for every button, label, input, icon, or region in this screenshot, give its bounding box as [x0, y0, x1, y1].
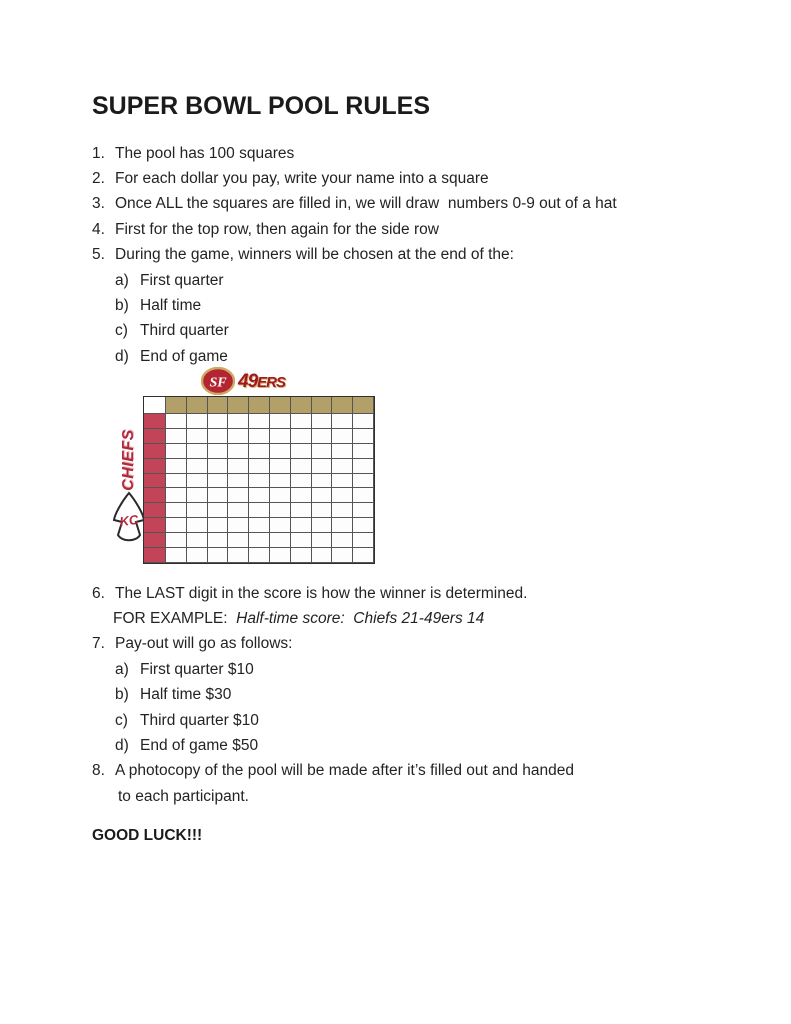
grid-square: [270, 444, 291, 459]
grid-side-header-cell: [144, 444, 166, 459]
grid-corner-cell: [144, 397, 166, 414]
example-score: Half-time score: Chiefs 21-49ers 14: [236, 610, 485, 628]
grid-square: [270, 503, 291, 518]
grid-square: [228, 414, 249, 429]
grid-square: [228, 444, 249, 459]
niners-wordmark-49: 49: [238, 371, 258, 392]
rules-list-bottom: [92, 581, 574, 810]
grid-square: [353, 503, 374, 518]
grid-square: [228, 429, 249, 444]
grid-square: [228, 488, 249, 503]
grid-square: [270, 548, 291, 563]
good-luck-note: GOOD LUCK!!!: [92, 827, 203, 844]
grid-square: [249, 444, 270, 459]
grid-top-header-cell: [291, 397, 312, 414]
grid-square: [291, 459, 312, 474]
rule-subitem-c: [92, 319, 617, 344]
rule-item-2: [92, 166, 617, 191]
grid-square: [187, 503, 208, 518]
grid-square: [228, 518, 249, 533]
grid-square: [312, 459, 333, 474]
grid-square: [312, 414, 333, 429]
payout-subitem-d: [92, 733, 574, 758]
grid-square: [228, 474, 249, 489]
rule-text: First quarter $10: [140, 660, 254, 678]
squares-pool-figure: [105, 366, 383, 568]
grid-square: [270, 488, 291, 503]
rule-item-8-continued: [92, 784, 574, 809]
grid-square: [249, 533, 270, 548]
list-marker: 2.: [92, 170, 105, 188]
grid-square: [332, 533, 353, 548]
list-marker: b): [115, 297, 129, 315]
grid-top-header-cell: [208, 397, 229, 414]
grid-square: [332, 503, 353, 518]
grid-square: [270, 459, 291, 474]
chiefs-wordmark: CHIEFS: [120, 429, 137, 491]
grid-side-header-cell: [144, 459, 166, 474]
grid-square: [249, 414, 270, 429]
grid-square: [166, 548, 187, 563]
niners-wordmark-ers: ERS: [257, 373, 285, 391]
rule-item-5: [92, 243, 617, 268]
rules-list-top: [92, 141, 617, 370]
rule-subitem-a: [92, 268, 617, 293]
grid-square: [353, 429, 374, 444]
grid-square: [249, 488, 270, 503]
grid-square: [187, 474, 208, 489]
grid-square: [312, 474, 333, 489]
grid-square: [166, 488, 187, 503]
grid-square: [332, 429, 353, 444]
list-marker: c): [115, 711, 128, 729]
rule-text: Third quarter $10: [140, 711, 259, 729]
grid-square: [312, 533, 333, 548]
list-marker: a): [115, 271, 129, 289]
grid-square: [332, 459, 353, 474]
grid-square: [353, 444, 374, 459]
grid-square: [208, 444, 229, 459]
niners-oval-logo-icon: [201, 367, 235, 395]
grid-square: [312, 503, 333, 518]
grid-square: [332, 414, 353, 429]
grid-square: [291, 474, 312, 489]
rule-item-7: [92, 632, 574, 657]
rule-text: First quarter: [140, 271, 224, 289]
grid-square: [187, 444, 208, 459]
grid-top-header-cell: [312, 397, 333, 414]
grid-square: [228, 533, 249, 548]
grid-square: [332, 518, 353, 533]
page-title: SUPER BOWL POOL RULES: [92, 92, 431, 120]
grid-square: [291, 414, 312, 429]
rule-text: The pool has 100 squares: [115, 144, 295, 162]
grid-square: [249, 548, 270, 563]
rule-item-6: [92, 581, 574, 606]
list-marker: 3.: [92, 195, 105, 213]
grid-square: [249, 503, 270, 518]
chiefs-monogram: KC: [118, 511, 140, 530]
rule-text: During the game, winners will be chosen at the end of the:: [115, 246, 514, 264]
grid-square: [312, 548, 333, 563]
grid-square: [228, 503, 249, 518]
grid-square: [291, 533, 312, 548]
grid-square: [208, 429, 229, 444]
grid-square: [166, 444, 187, 459]
payout-subitem-a: [92, 657, 574, 682]
grid-square: [187, 488, 208, 503]
grid-square: [332, 444, 353, 459]
grid-square: [249, 429, 270, 444]
grid-top-header-cell: [270, 397, 291, 414]
grid-square: [312, 444, 333, 459]
grid-square: [291, 518, 312, 533]
rule-text: For each dollar you pay, write your name into a square: [115, 170, 489, 188]
example-line: [92, 606, 574, 631]
grid-top-header-cell: [228, 397, 249, 414]
grid-square: [332, 474, 353, 489]
list-marker: b): [115, 686, 129, 704]
list-marker: 8.: [92, 762, 105, 780]
grid-square: [187, 533, 208, 548]
grid-square: [270, 414, 291, 429]
grid-square: [187, 429, 208, 444]
grid-square: [187, 518, 208, 533]
rule-subitem-b: [92, 293, 617, 318]
list-marker: c): [115, 322, 128, 340]
grid-square: [208, 503, 229, 518]
grid-square: [166, 429, 187, 444]
grid-square: [166, 503, 187, 518]
list-marker: d): [115, 347, 129, 365]
list-marker: 4.: [92, 220, 105, 238]
grid-square: [291, 429, 312, 444]
grid-side-header-cell: [144, 548, 166, 563]
grid-square: [270, 518, 291, 533]
grid-square: [353, 488, 374, 503]
rule-text: Once ALL the squares are filled in, we will draw numbers 0-9 out of a hat: [115, 195, 617, 213]
list-marker: a): [115, 660, 129, 678]
grid-square: [249, 459, 270, 474]
rule-text: Half time: [140, 297, 202, 315]
grid-top-header-cell: [332, 397, 353, 414]
grid-side-header-cell: [144, 488, 166, 503]
grid-square: [187, 414, 208, 429]
grid-square: [208, 518, 229, 533]
list-marker: 1.: [92, 144, 105, 162]
grid-square: [166, 459, 187, 474]
grid-square: [270, 533, 291, 548]
grid-square: [353, 414, 374, 429]
grid-side-header-cell: [144, 414, 166, 429]
rule-text: A photocopy of the pool will be made after it’s filled out and handed: [115, 762, 574, 780]
grid-square: [187, 548, 208, 563]
grid-square: [353, 518, 374, 533]
payout-subitem-c: [92, 708, 574, 733]
rule-text: to each participant.: [118, 787, 249, 805]
grid-square: [208, 488, 229, 503]
grid-square: [291, 503, 312, 518]
grid-side-header-cell: [144, 518, 166, 533]
grid-square: [208, 414, 229, 429]
example-prefix: FOR EXAMPLE:: [113, 610, 237, 628]
grid-square: [270, 429, 291, 444]
grid-square: [291, 548, 312, 563]
grid-square: [332, 488, 353, 503]
grid-square: [353, 459, 374, 474]
grid-square: [208, 548, 229, 563]
grid-top-header-cell: [249, 397, 270, 414]
rule-text: End of game $50: [140, 737, 259, 755]
grid-square: [249, 518, 270, 533]
niners-monogram: SF: [209, 375, 227, 391]
grid-square: [353, 548, 374, 563]
grid-top-header-cell: [166, 397, 187, 414]
grid-square: [228, 459, 249, 474]
list-marker: d): [115, 737, 129, 755]
grid-square: [166, 518, 187, 533]
rule-item-8: [92, 759, 574, 784]
rule-text: The LAST digit in the score is how the winner is determined.: [115, 584, 528, 602]
grid-side-header-cell: [144, 503, 166, 518]
grid-square: [332, 548, 353, 563]
grid-square: [249, 474, 270, 489]
grid-square: [208, 533, 229, 548]
grid-square: [353, 474, 374, 489]
rule-item-3: [92, 192, 617, 217]
grid-square: [166, 414, 187, 429]
rule-text: Pay-out will go as follows:: [115, 635, 293, 653]
payout-subitem-b: [92, 683, 574, 708]
grid-square: [312, 488, 333, 503]
grid-square: [270, 474, 291, 489]
grid-side-header-cell: [144, 474, 166, 489]
rule-text: End of game: [140, 347, 228, 365]
list-marker: 6.: [92, 584, 105, 602]
list-marker: 7.: [92, 635, 105, 653]
grid-side-header-cell: [144, 429, 166, 444]
pool-grid: [143, 396, 375, 564]
grid-square: [208, 459, 229, 474]
grid-top-header-cell: [187, 397, 208, 414]
grid-square: [166, 474, 187, 489]
grid-square: [312, 518, 333, 533]
grid-top-header-cell: [353, 397, 374, 414]
grid-square: [187, 459, 208, 474]
rule-text: First for the top row, then again for the side row: [115, 220, 439, 238]
grid-square: [291, 488, 312, 503]
grid-side-header-cell: [144, 533, 166, 548]
rule-text: Half time $30: [140, 686, 232, 704]
grid-square: [312, 429, 333, 444]
grid-square: [166, 533, 187, 548]
grid-square: [228, 548, 249, 563]
rule-item-1: [92, 141, 617, 166]
rule-text: Third quarter: [140, 322, 229, 340]
rule-item-4: [92, 217, 617, 242]
grid-square: [208, 474, 229, 489]
niners-wordmark: [238, 371, 285, 393]
grid-square: [353, 533, 374, 548]
grid-square: [291, 444, 312, 459]
list-marker: 5.: [92, 246, 105, 264]
